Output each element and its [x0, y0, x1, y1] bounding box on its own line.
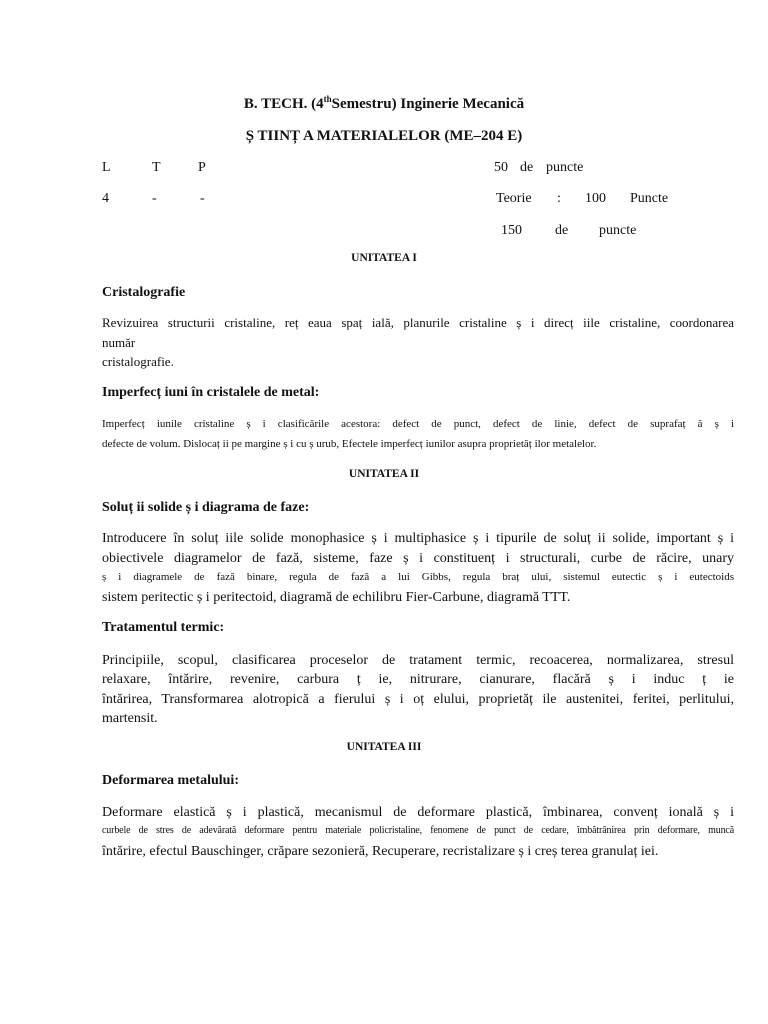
paragraph-line: Introducere în soluț iile solide monophasice ș i multiphasice ș i tipurile de soluț ii solide, important ș i [102, 531, 734, 546]
paragraph-line: ș i diagramele de fază binare, regula de fază a lui Gibbs, regula braț ului, sistemul eutectic ș i eutectoids [102, 571, 734, 583]
marks3-unit: puncte [599, 223, 637, 238]
marks2-unit: Puncte [630, 191, 669, 206]
marks1-de: de [520, 160, 534, 175]
document-title: B. TECH. (4thSemestru) Inginerie Mecanică [243, 94, 525, 112]
marks2-colon: : [557, 191, 561, 206]
section-heat-treatment-title: Tratamentul termic: [102, 620, 225, 635]
scheme-p: P [198, 160, 206, 175]
marks3-value: 150 [501, 223, 522, 238]
paragraph-line: martensit. [102, 711, 158, 726]
section-imperfections-title: Imperfecț iuni în cristalele de metal: [102, 385, 320, 400]
paragraph-line: sistem peritectic ș i peritectoid, diagramă de echilibru Fier-Carbune, diagramă TTT. [102, 590, 571, 605]
scheme-l: L [102, 160, 111, 175]
paragraph-line: Imperfecț iunile cristaline ș i clasificările acestora: defect de punct, defect de linie, defect de suprafaț ă ș i [102, 418, 734, 430]
scheme-p-value: - [200, 191, 205, 206]
scheme-t-value: - [152, 191, 157, 206]
unit-2-heading: UNITATEA II [348, 468, 420, 480]
section-deformation-title: Deformarea metalului: [102, 773, 239, 788]
paragraph-line: Revizuirea structurii cristaline, reț eaua spaț ială, planurile cristaline ș i direcț iile cristaline, coordonarea [102, 315, 734, 330]
unit-1-heading: UNITATEA I [351, 252, 417, 264]
paragraph-line: relaxare, întărire, revenire, carbura ț ie, nitrurare, cianurare, flacără ș i induc ț ie [102, 672, 734, 687]
section-crystallography-title: Cristalografie [102, 285, 186, 300]
course-title: Ș TIINȚ A MATERIALELOR (ME–204 E) [245, 128, 523, 144]
scheme-l-value: 4 [102, 191, 109, 206]
paragraph-line: cristalografie. [102, 354, 174, 369]
marks2-label: Teorie [496, 191, 532, 206]
marks3-de: de [555, 223, 569, 238]
marks1-unit: puncte [546, 160, 584, 175]
paragraph-line: obiectivele diagramelor de fază, sisteme, faze ș i constituenț i structurali, curbe de răcire, unary [102, 551, 734, 566]
paragraph-line: defecte de volum. Dislocaț ii pe margine ș i cu ș urub, Efectele imperfecț iunilor asupra proprietăț ilor metalelor. [102, 438, 597, 450]
paragraph-line: Principiile, scopul, clasificarea proceselor de tratament termic, recoacerea, normalizarea, stresul [102, 653, 734, 668]
paragraph-line: întărire, efectul Bauschinger, crăpare sezonieră, Recuperare, recristalizare ș i creș terea granulaț iei. [102, 844, 659, 859]
unit-3-heading: UNITATEA III [346, 741, 422, 753]
section-solid-solutions-title: Soluț ii solide ș i diagrama de faze: [102, 500, 310, 515]
scheme-t: T [152, 160, 161, 175]
marks1-value: 50 [494, 160, 508, 175]
paragraph-line: întărirea, Transformarea alotropică a fierului ș i oț elului, proprietăț ile austenitei, feritei, perlitului, [102, 692, 734, 707]
paragraph-line: număr [102, 335, 136, 350]
paragraph-line: Deformare elastică ș i plastică, mecanismul de deformare plastică, îmbinarea, convenț ională ș i [102, 805, 734, 820]
paragraph-line: curbele de stres de adevărată deformare pentru materiale policristaline, fenomene de punct de cedare, îmbătrânirea prin deformare, muncă [102, 825, 734, 836]
marks2-value: 100 [585, 191, 606, 206]
